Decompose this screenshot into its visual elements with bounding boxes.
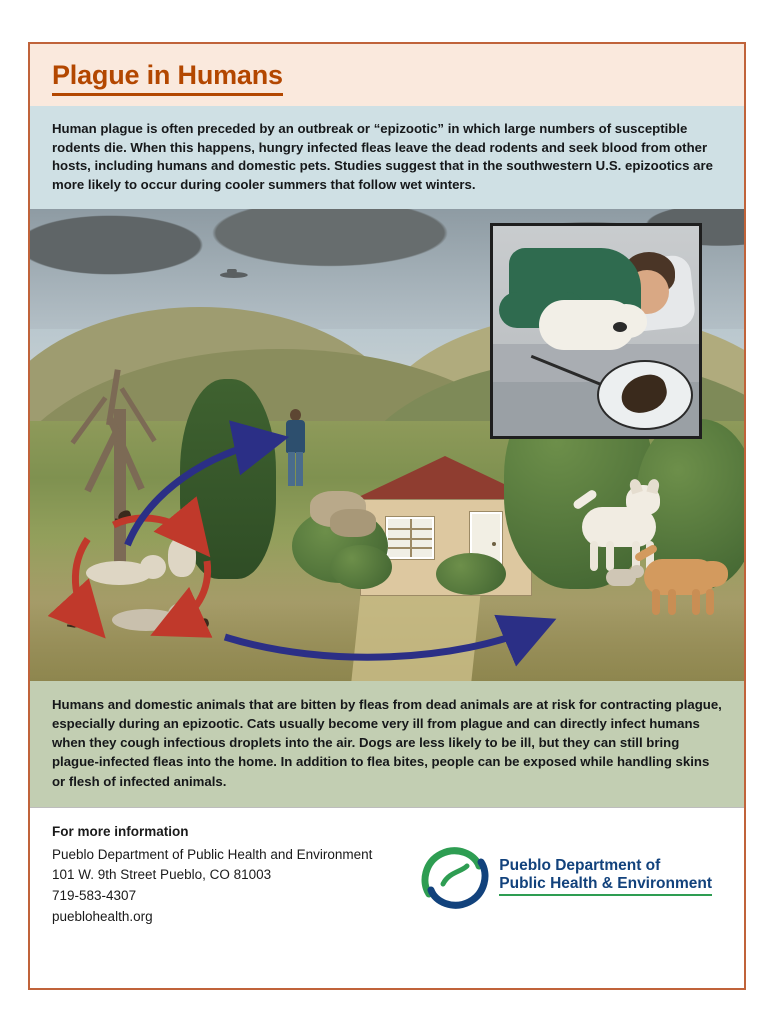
organization-logo bbox=[419, 844, 712, 910]
magnifier-flea bbox=[597, 360, 693, 430]
bush-rocks-2 bbox=[330, 509, 376, 537]
bush-house-right bbox=[436, 553, 506, 595]
house-window bbox=[386, 517, 434, 559]
footer-heading: For more information bbox=[52, 823, 189, 839]
logo-text bbox=[499, 857, 712, 897]
poster-footer bbox=[30, 807, 744, 988]
logo-line-1: Pueblo Department of bbox=[499, 856, 661, 874]
poster-header bbox=[30, 44, 744, 106]
illustration bbox=[30, 209, 744, 681]
poster bbox=[28, 42, 746, 990]
footer-org: Pueblo Department of Public Health and Environment bbox=[52, 846, 373, 862]
rodent-near-dogs bbox=[606, 561, 646, 589]
footer-phone: 719-583-4307 bbox=[52, 888, 137, 904]
flea-icon-1 bbox=[117, 509, 133, 523]
page-title: Plague in Humans bbox=[52, 60, 283, 96]
person-figure bbox=[282, 409, 308, 489]
footer-website[interactable]: pueblohealth.org bbox=[52, 909, 153, 925]
flea-icon-2 bbox=[69, 615, 85, 629]
footer-address: 101 W. 9th Street Pueblo, CO 81003 bbox=[52, 867, 272, 883]
footer-contact-block bbox=[52, 822, 372, 929]
bush-house-left bbox=[330, 545, 392, 589]
inset-photo-dog-in-bed bbox=[490, 223, 702, 439]
bottom-paragraph: Humans and domestic animals that are bitten by fleas from dead animals are at risk for contracting plague, especially during an epizootic. Cats usually become very ill from plague and can directly infect humans when they cough infectious droplets into the air. Dogs are less likely to be ill, but they can still bring plague-infected fleas into the home. In addition to flea bites, people can be exposed while handling skins or flesh of infected animals. bbox=[30, 681, 744, 807]
logo-line-2: Public Health & Environment bbox=[499, 875, 712, 897]
rodent-flea-cycle bbox=[68, 509, 278, 659]
logo-swoosh-icon bbox=[419, 844, 491, 910]
flea-icon-4 bbox=[195, 617, 211, 631]
dog-tan bbox=[630, 539, 744, 619]
intro-paragraph: Human plague is often preceded by an outbreak or “epizootic” in which large numbers of susceptible rodents die. When this happens, hungry infected fleas leave the dead rodents and seek blood from other hosts, including humans and domestic pets. Studies suggest that in the southwestern U.S. epizootics are more likely to occur during cooler summers that follow wet winters. bbox=[30, 106, 744, 209]
